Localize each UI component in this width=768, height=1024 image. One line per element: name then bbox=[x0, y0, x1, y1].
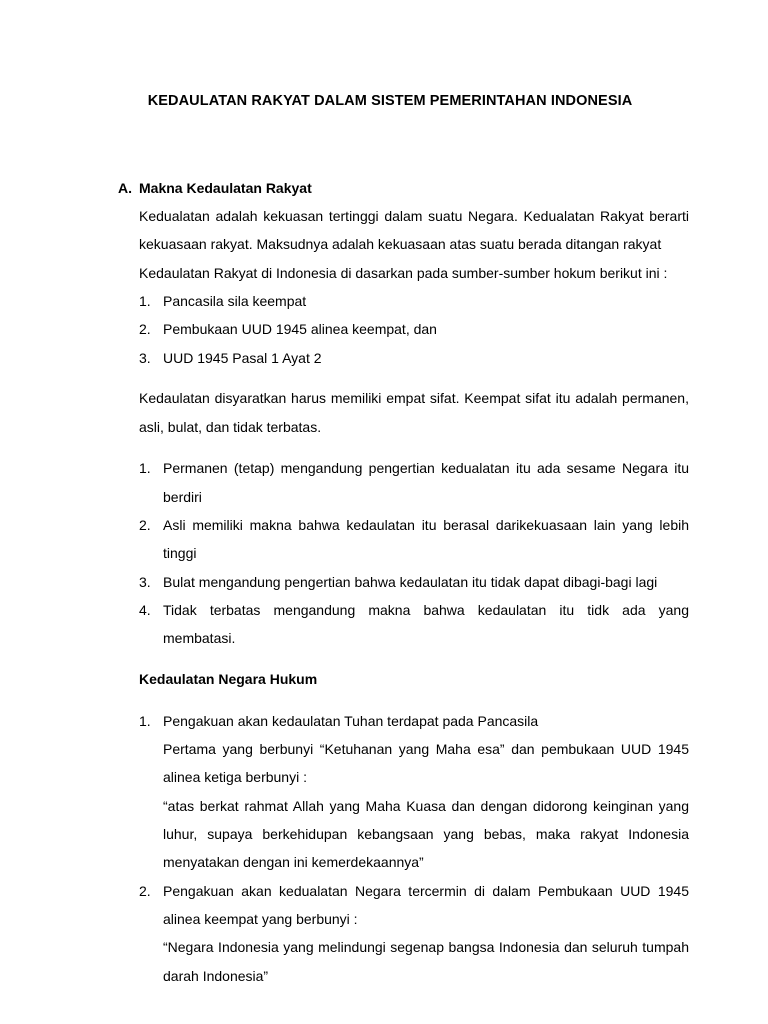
list-number: 2. bbox=[139, 517, 151, 533]
quote-line: menyatakan dengan ini kemerdekaannya” bbox=[163, 854, 424, 870]
quote-line: “Negara Indonesia yang melindungi segenap bangsa Indonesia dan seluruh tumpah bbox=[163, 939, 689, 955]
list-number: 1. bbox=[139, 460, 151, 476]
list-item: Bulat mengandung pengertian bahwa kedaulatan itu tidak dapat dibagi-bagi lagi bbox=[163, 574, 658, 590]
list-item-continuation: alinea ketiga berbunyi : bbox=[163, 769, 307, 785]
list-item: Tidak terbatas mengandung makna bahwa kedaulatan itu tidk ada yang bbox=[163, 602, 689, 618]
paragraph-line: Kedaulatan disyaratkan harus memiliki empat sifat. Keempat sifat itu adalah permanen, bbox=[139, 390, 689, 406]
list-item: Asli memiliki makna bahwa kedaulatan itu berasal darikekuasaan lain yang lebih bbox=[163, 517, 689, 533]
section-letter: A. bbox=[118, 180, 132, 196]
list-number: 3. bbox=[139, 574, 151, 590]
list-item: Pengakuan akan kedualatan Negara tercermin di dalam Pembukaan UUD 1945 bbox=[163, 883, 689, 899]
list-item-continuation: Pertama yang berbunyi “Ketuhanan yang Maha esa” dan pembukaan UUD 1945 bbox=[163, 741, 689, 757]
list-item: Pembukaan UUD 1945 alinea keempat, dan bbox=[163, 321, 437, 337]
list-number: 4. bbox=[139, 602, 151, 618]
list-item-continuation: berdiri bbox=[163, 489, 202, 505]
list-item-continuation: tinggi bbox=[163, 545, 197, 561]
list-number: 1. bbox=[139, 293, 151, 309]
quote-line: darah Indonesia” bbox=[163, 968, 269, 984]
document-title: KEDAULATAN RAKYAT DALAM SISTEM PEMERINTAHAN INDONESIA bbox=[147, 93, 633, 109]
section-heading: Makna Kedaulatan Rakyat bbox=[139, 180, 312, 196]
quote-line: “atas berkat rahmat Allah yang Maha Kuasa dan dengan didorong keinginan yang bbox=[163, 798, 689, 814]
paragraph-line: kekuasaan rakyat. Maksudnya adalah kekuasaan atas suatu berada ditangan rakyat bbox=[139, 236, 662, 252]
list-item: Pancasila sila keempat bbox=[163, 293, 307, 309]
section-heading: Kedaulatan Negara Hukum bbox=[139, 671, 318, 687]
paragraph-line: asli, bulat, dan tidak terbatas. bbox=[139, 419, 322, 435]
list-item-continuation: membatasi. bbox=[163, 630, 236, 646]
list-item: UUD 1945 Pasal 1 Ayat 2 bbox=[163, 350, 322, 366]
list-item: Permanen (tetap) mengandung pengertian kedualatan itu ada sesame Negara itu bbox=[163, 460, 689, 476]
list-item-continuation: alinea keempat yang berbunyi : bbox=[163, 911, 358, 927]
list-number: 1. bbox=[139, 713, 151, 729]
list-number: 3. bbox=[139, 350, 151, 366]
quote-line: luhur, supaya berkehidupan kebangsaan yang bebas, maka rakyat Indonesia bbox=[163, 826, 689, 842]
list-number: 2. bbox=[139, 883, 151, 899]
paragraph-line: Kedaulatan Rakyat di Indonesia di dasarkan pada sumber-sumber hokum berikut ini : bbox=[139, 265, 668, 281]
paragraph-line: Kedualatan adalah kekuasan tertinggi dalam suatu Negara. Kedualatan Rakyat berarti bbox=[139, 208, 689, 224]
list-item: Pengakuan akan kedaulatan Tuhan terdapat pada Pancasila bbox=[163, 713, 539, 729]
list-number: 2. bbox=[139, 321, 151, 337]
